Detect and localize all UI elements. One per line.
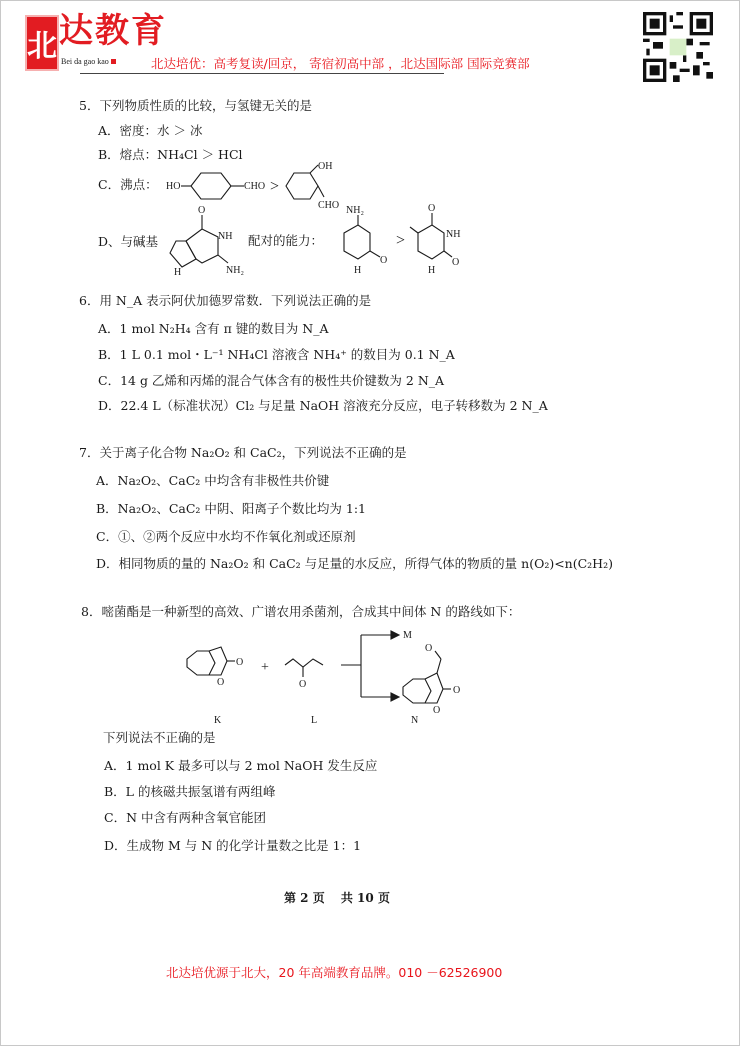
o-label: O	[236, 657, 244, 668]
o-label: O	[452, 257, 460, 268]
nh2-label: NH₂	[226, 265, 244, 276]
compound-l-label: L	[311, 715, 318, 726]
q6-option-a: A．1 mol N₂H₄ 含有 π 键的数目为 N_A	[98, 321, 329, 336]
oh-label: OH	[318, 161, 333, 172]
q7-option-a: A．Na₂O₂、CaC₂ 中均含有非极性共价键	[96, 473, 330, 488]
h-label: H	[174, 267, 182, 278]
q6-option-c: C．14 g 乙烯和丙烯的混合气体含有的极性共价键数为 2 N_A	[98, 373, 445, 388]
q5-option-a: A．密度：水 ＞ 冰	[98, 123, 203, 138]
o-label: O	[425, 643, 433, 654]
question-5-stem: 5．下列物质性质的比较，与氢键无关的是	[79, 98, 312, 113]
q5-option-c: C．沸点：	[98, 177, 158, 192]
q8-option-a: A．1 mol K 最多可以与 2 mol NaOH 发生反应	[104, 758, 378, 773]
nh-label: NH	[446, 229, 461, 240]
header-slogan: 北达培优：高考复读/回京， 寄宿初高中部 ，北达国际部 国际竞赛部	[151, 56, 530, 71]
o-label: O	[428, 203, 436, 214]
o-label: O	[299, 679, 307, 690]
q5-option-d-structures	[166, 201, 466, 279]
header-divider	[80, 73, 444, 74]
question-6-stem: 6．用 N_A 表示阿伏加德罗常数．下列说法正确的是	[79, 293, 372, 308]
greater-than-sign: >	[396, 232, 406, 249]
o-label: O	[198, 205, 206, 216]
compound-n-label: N	[411, 715, 419, 726]
qr-code-icon	[642, 12, 714, 82]
o-label: O	[217, 677, 225, 688]
plus-sign: +	[261, 660, 269, 675]
h-label: H	[354, 265, 362, 276]
compound-k-label: K	[214, 715, 222, 726]
q8-option-b: B．L 的核磁共振氢谱有两组峰	[104, 784, 276, 799]
question-7-stem: 7．关于离子化合物 Na₂O₂ 和 CaC₂，下列说法不正确的是	[79, 445, 407, 460]
question-8-stem: 8．嘧菌酯是一种新型的高效、广谱农用杀菌剂，合成其中间体 N 的路线如下：	[81, 604, 521, 619]
ho-label: HO	[166, 181, 181, 192]
footer-advert: 北达培优源于北大，20 年高端教育品牌。010 －62526900	[166, 965, 503, 980]
q8-option-d: D．生成物 M 与 N 的化学计量数之比是 1：1	[104, 838, 362, 853]
q7-option-b: B．Na₂O₂、CaC₂ 中阴、阳离子个数比均为 1:1	[96, 501, 367, 516]
o-label: O	[453, 685, 461, 696]
greater-than-sign: >	[270, 178, 280, 195]
logo-char: 北	[27, 29, 57, 64]
logo-name: 达教育	[59, 11, 167, 51]
q7-option-d: D．相同物质的量的 Na₂O₂ 和 CaC₂ 与足量的水反应，所得气体的物质的量 n(O₂)<n(C₂H₂)	[96, 556, 613, 571]
cho-label-2: CHO	[318, 200, 340, 211]
compound-m-label: M	[403, 630, 412, 641]
logo-pinyin	[61, 57, 116, 67]
arrow-to-m-icon	[391, 631, 399, 639]
nh2-label-2: NH₂	[346, 205, 364, 216]
q8-sub-stem: 下列说法不正确的是	[103, 730, 216, 745]
h-label: H	[428, 265, 436, 276]
q6-option-d: D．22.4 L（标准状况）Cl₂ 与足量 NaOH 溶液充分反应，电子转移数为 2 N_A	[98, 398, 548, 413]
cho-label: CHO	[244, 181, 266, 192]
q8-option-c: C．N 中含有两种含氧官能团	[104, 810, 266, 825]
nh-label: NH	[218, 231, 233, 242]
logo-pinyin-text: Bei da gao kao	[61, 57, 109, 66]
logo-square-icon	[111, 59, 116, 64]
q5-option-d: D、与碱基	[98, 234, 159, 249]
q8-reaction-scheme	[181, 621, 481, 727]
logo-icon	[25, 15, 59, 71]
pairing-ability-label: 配对的能力：	[248, 233, 324, 248]
arrow-to-n-icon	[391, 693, 399, 701]
q6-option-b: B．1 L 0.1 mol・L⁻¹ NH₄Cl 溶液含 NH₄⁺ 的数目为 0.1 N_A	[98, 347, 455, 362]
q7-option-c: C．①、②两个反应中水均不作氧化剂或还原剂	[96, 529, 356, 544]
o-label: O	[380, 255, 388, 266]
o-label: O	[433, 705, 441, 716]
page-number: 第 2 页 共 10 页	[284, 891, 390, 905]
q5-option-b: B．熔点：NH₄Cl ＞ HCl	[98, 147, 243, 162]
